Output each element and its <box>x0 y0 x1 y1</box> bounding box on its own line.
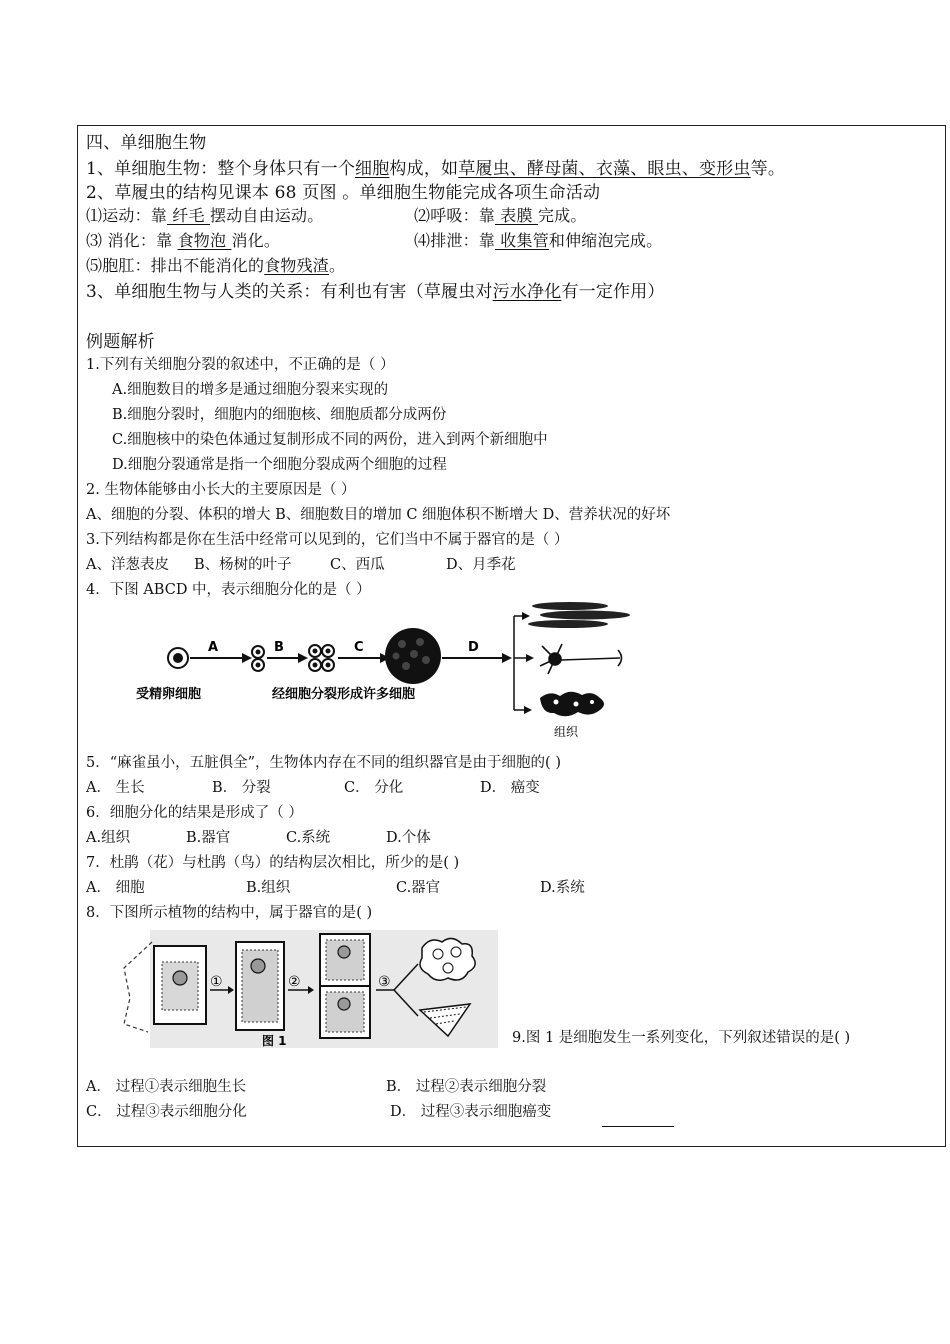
tissue-label: 组织 <box>554 725 579 739</box>
two-cells-icon <box>252 646 264 671</box>
figure-caption: 图 1 <box>262 1034 287 1048</box>
divider-line <box>602 1126 674 1127</box>
unicellular-definition: 1、单细胞生物：整个身体只有一个细胞构成，如草履虫、酵母菌、衣藻、眼虫、变形虫等。 <box>86 159 786 179</box>
question-5: 5．“麻雀虽小，五脏俱全”，生物体内存在不同的组织器官是由于细胞的( ) <box>86 755 561 771</box>
question-7-option-b: B.组织 <box>246 880 291 896</box>
divided-cells-icon <box>320 934 370 1038</box>
cell-division-label: 经细胞分裂形成许多细胞 <box>272 687 416 702</box>
question-6: 6．细胞分化的结果是形成了（ ） <box>86 805 303 821</box>
question-2-options: A、细胞的分裂、体积的增大 B、细胞数目的增加 C 细胞体积不断增大 D、营养状况的好坏 <box>86 507 671 523</box>
examples-heading: 例题解析 <box>86 332 155 352</box>
anal-pore-line: ⑸胞肛：排出不能消化的食物残渣。 <box>86 256 346 275</box>
plant-cell-figure <box>118 928 500 1050</box>
question-3-option-c: C、西瓜 <box>330 557 385 573</box>
question-5-option-c: C． 分化 <box>344 780 404 796</box>
question-5-option-b: B． 分裂 <box>212 780 271 796</box>
question-7-option-a: A． 细胞 <box>86 880 145 896</box>
question-3: 3.下列结构都是你在生活中经常可以见到的，它们当中不属于器官的是（ ） <box>86 532 569 548</box>
question-6-option-d: D.个体 <box>386 830 431 846</box>
question-1-option-a: A.细胞数目的增多是通过细胞分裂来实现的 <box>112 382 389 398</box>
question-9: 9.图 1 是细胞发生一系列变化，下列叙述错误的是( ) <box>512 1030 851 1046</box>
question-4: 4．下图 ABCD 中，表示细胞分化的是（ ） <box>86 582 371 598</box>
original-cell-icon <box>154 946 206 1024</box>
step-2-label: ② <box>288 974 301 990</box>
human-relation-line: 3、单细胞生物与人类的关系：有利也有害（草履虫对污水净化有一定作用） <box>86 282 665 302</box>
cell-differentiation-figure <box>130 598 650 743</box>
differentiated-tissue-1-icon <box>420 938 475 980</box>
fertilized-egg-label: 受精卵细胞 <box>136 687 202 702</box>
question-9-option-b: B． 过程②表示细胞分裂 <box>386 1079 547 1095</box>
branch-arrows-icon <box>514 612 534 714</box>
question-2: 2. 生物体能够由小长大的主要原因是（ ） <box>86 482 356 498</box>
question-6-option-a: A.组织 <box>86 830 131 846</box>
arrow-c-icon <box>338 653 390 663</box>
paramecium-structure: 2、草履虫的结构见课本 68 页图 。单细胞生物能完成各项生命活动 <box>86 183 601 203</box>
question-3-option-a: A、洋葱表皮 <box>86 557 169 573</box>
question-9-option-a: A． 过程①表示细胞生长 <box>86 1079 247 1095</box>
question-8: 8．下图所示植物的结构中，属于器官的是( ) <box>86 905 373 921</box>
question-1: 1.下列有关细胞分裂的叙述中，不正确的是（ ） <box>86 357 395 373</box>
nerve-cell-icon <box>540 644 622 674</box>
section-heading: 四、单细胞生物 <box>86 133 207 153</box>
question-1-option-b: B.细胞分裂时，细胞内的细胞核、细胞质都分成两份 <box>112 407 447 423</box>
arrow-d-label: D <box>468 640 479 655</box>
question-1-option-c: C.细胞核中的染色体通过复制形成不同的两份，进入到两个新细胞中 <box>112 432 548 448</box>
question-7-option-c: C.器官 <box>396 880 441 896</box>
epithelial-tissue-icon <box>540 692 604 717</box>
cell-outline-icon <box>124 942 152 1032</box>
question-7-option-d: D.系统 <box>540 880 585 896</box>
cell-mass-icon <box>385 628 441 684</box>
digestion-line: ⑶ 消化：靠 食物泡 消化。 <box>86 231 281 250</box>
fertilized-egg-icon <box>168 648 188 668</box>
question-1-option-d: D.细胞分裂通常是指一个细胞分裂成两个细胞的过程 <box>112 457 447 473</box>
arrow-a-icon <box>190 653 252 663</box>
four-cells-icon <box>309 645 334 671</box>
excretion-line: ⑷排泄：靠 收集管和伸缩泡完成。 <box>414 231 663 250</box>
question-6-option-c: C.系统 <box>286 830 331 846</box>
question-5-option-a: A． 生长 <box>86 780 145 796</box>
movement-line: ⑴运动：靠 纤毛 摆动自由运动。 <box>86 206 324 225</box>
muscle-tissue-icon <box>528 602 630 628</box>
respiration-line: ⑵呼吸：靠 表膜 完成。 <box>414 206 587 225</box>
question-9-option-d: D． 过程③表示细胞癌变 <box>390 1104 552 1120</box>
arrow-b-label: B <box>274 640 284 655</box>
question-6-option-b: B.器官 <box>186 830 231 846</box>
arrow-a-label: A <box>208 640 219 655</box>
question-9-option-c: C． 过程③表示细胞分化 <box>86 1104 247 1120</box>
question-3-option-d: D、月季花 <box>446 557 516 573</box>
question-5-option-d: D． 癌变 <box>480 780 540 796</box>
arrow-c-label: C <box>354 640 364 655</box>
grown-cell-icon <box>236 942 284 1030</box>
step-1-label: ① <box>210 974 223 990</box>
question-3-option-b: B、杨树的叶子 <box>194 557 292 573</box>
question-7: 7．杜鹃（花）与杜鹃（鸟）的结构层次相比，所少的是( ) <box>86 855 460 871</box>
step-3-label: ③ <box>378 974 391 990</box>
